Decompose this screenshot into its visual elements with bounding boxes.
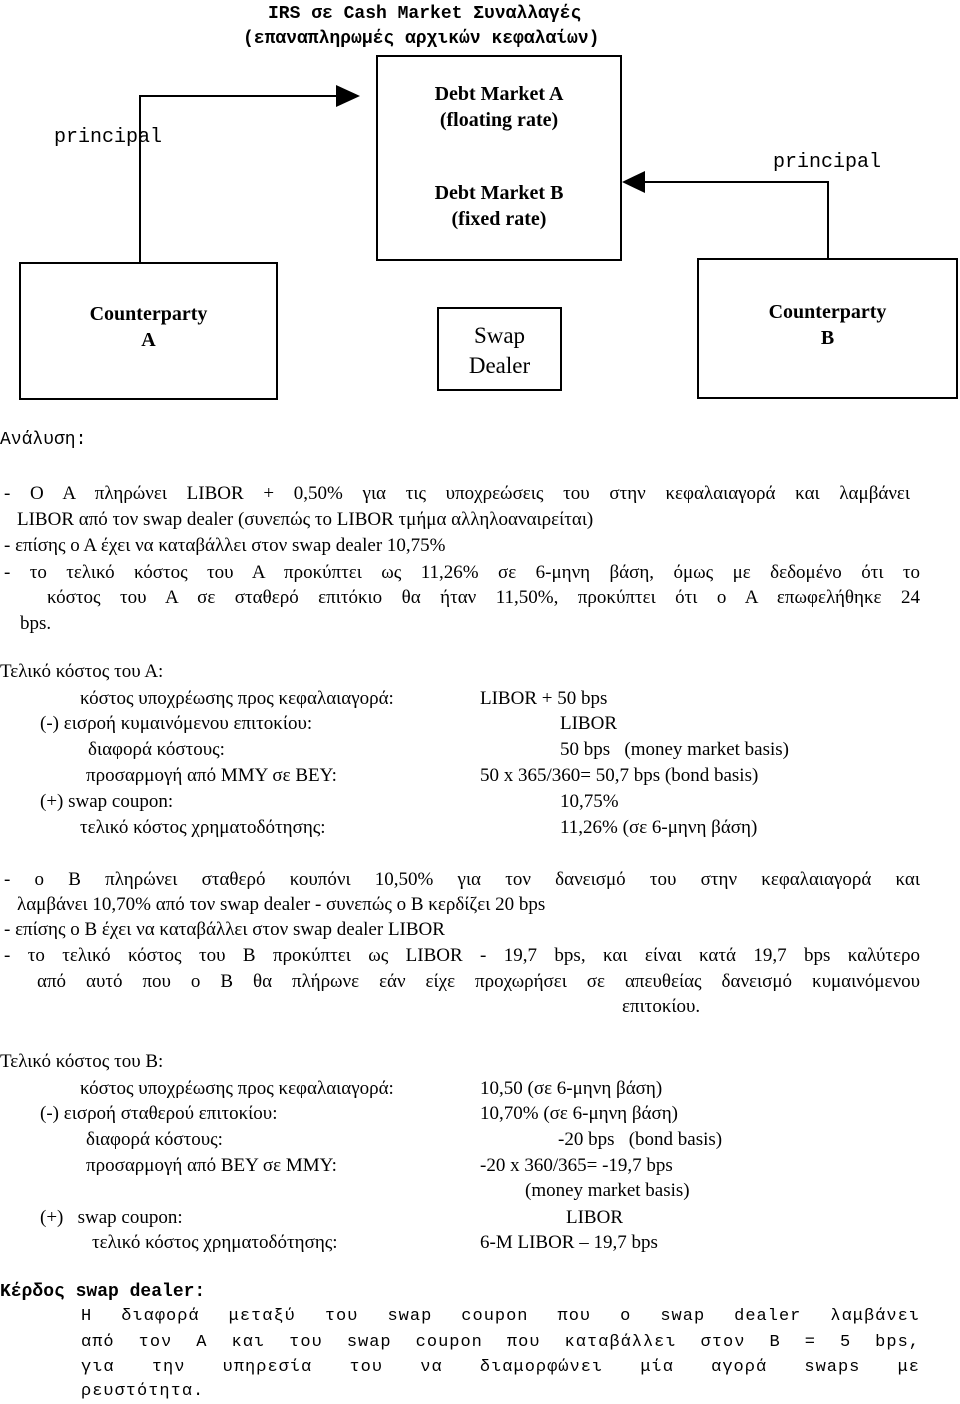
counterparty-b-letter: B — [820, 327, 835, 349]
arrow-left-icon — [622, 171, 645, 193]
cost-a-label-3: διαφορά κόστους: — [88, 739, 225, 760]
analysis-b-line-5: από αυτό που ο Β θα πλήρωνε εάν είχε προχωρήσει σε απευθείας δανεισμό κυμαινόμενου — [37, 971, 920, 992]
cost-b-label-1: κόστος υποχρέωσης προς κεφαλαιαγορά: — [80, 1078, 394, 1099]
debt-market-b-rate: (fixed rate) — [451, 208, 547, 230]
cost-b-value-6: LIBOR — [566, 1207, 623, 1228]
analysis-b-line-3: - επίσης ο Β έχει να καταβάλλει στον swap dealer LIBOR — [4, 919, 445, 940]
analysis-a-line-6: bps. — [20, 613, 52, 634]
principal-b-connector — [645, 182, 828, 260]
counterparty-b-box — [697, 258, 958, 399]
profit-line-4: ρευστότητα. — [81, 1382, 205, 1401]
cost-a-value-2: LIBOR — [560, 713, 617, 734]
cost-b-label-7: τελικό κόστος χρηματοδότησης: — [92, 1232, 338, 1253]
swap-dealer-label-1: Swap — [473, 323, 526, 348]
principal-label-left: principal — [54, 126, 163, 149]
cost-a-label-5: (+) swap coupon: — [40, 791, 174, 812]
cost-a-heading: Τελικό κόστος του Α: — [0, 661, 164, 682]
profit-line-2: από τον Α και του swap coupon που καταβάλλει στον Β = 5 bps, — [81, 1333, 920, 1352]
analysis-a-line-5: κόστος του Α σε σταθερό επιτόκιο θα ήταν 11,50%, προκύπτει ότι ο Α επωφελήθηκε 24 — [47, 587, 920, 608]
analysis-b-line-2: λαμβάνει 10,70% από τον swap dealer - συνεπώς ο Β κερδίζει 20 bps — [17, 894, 546, 915]
cost-a-value-3: 50 bps (money market basis) — [560, 739, 790, 760]
cost-b-value-4: -20 x 360/365= -19,7 bps — [480, 1155, 673, 1176]
cost-b-value-1: 10,50 (σε 6-μηνη βάση) — [480, 1078, 663, 1099]
cost-a-value-5: 10,75% — [560, 791, 619, 812]
cost-a-value-4: 50 x 365/360= 50,7 bps (bond basis) — [480, 765, 759, 786]
cost-a-label-4: προσαρμογή από ΜΜΥ σε ΒΕΥ: — [86, 765, 337, 786]
analysis-a-line-1: - Ο Α πληρώνει LIBOR + 0,50% για τις υποχρεώσεις του στην κεφαλαιαγορά και λαμβάνει — [4, 483, 910, 504]
cost-b-heading: Τελικό κόστος του Β: — [0, 1051, 164, 1072]
profit-line-1: Η διαφορά μεταξύ του swap coupon που ο swap dealer λαμβάνει — [81, 1307, 920, 1326]
arrow-right-icon — [336, 85, 360, 107]
cost-a-value-1: LIBOR + 50 bps — [480, 688, 608, 709]
debt-market-b-label: Debt Market B — [434, 182, 564, 204]
analysis-heading: Ανάλυση: — [0, 430, 87, 450]
profit-line-3: για την υπηρεσία του να διαμορφώνει μία αγορά swaps με — [81, 1358, 920, 1377]
cost-a-label-6: τελικό κόστος χρηματοδότησης: — [80, 817, 326, 838]
cost-a-label-1: κόστος υποχρέωσης προς κεφαλαιαγορά: — [80, 688, 394, 709]
cost-b-label-6: (+) swap coupon: — [40, 1207, 183, 1228]
analysis-a-line-2: LIBOR από τον swap dealer (συνεπώς το LIBOR τμήμα αλληλοαναιρείται) — [17, 509, 594, 530]
analysis-a-line-3: - επίσης ο Α έχει να καταβάλλει στον swap dealer 10,75% — [4, 535, 446, 556]
counterparty-b-label: Counterparty — [768, 301, 887, 323]
counterparty-a-letter: A — [141, 329, 156, 351]
debt-market-box — [376, 55, 622, 261]
cost-b-value-7: 6-M LIBOR – 19,7 bps — [480, 1232, 658, 1253]
analysis-a-line-4: - το τελικό κόστος του Α προκύπτει ως 11,26% σε 6-μηνη βάση, όμως με δεδομένο ότι το — [4, 562, 920, 583]
cost-b-label-3: διαφορά κόστους: — [86, 1129, 223, 1150]
counterparty-a-box — [19, 262, 278, 400]
cost-b-label-2: (-) εισροή σταθερού επιτοκίου: — [40, 1103, 278, 1124]
cost-a-value-6: 11,26% (σε 6-μηνη βάση) — [560, 817, 758, 838]
analysis-b-line-4: - το τελικό κόστος του Β προκύπτει ως LIBOR - 19,7 bps, και είναι κατά 19,7 bps καλύτερο — [4, 945, 920, 966]
analysis-b-line-1: - ο Β πληρώνει σταθερό κουπόνι 10,50% για τον δανεισμό του στην κεφαλαιαγορά και — [4, 869, 920, 890]
principal-a-connector — [140, 96, 336, 264]
debt-market-a-rate: (floating rate) — [439, 109, 559, 131]
analysis-b-line-6: επιτοκίου. — [622, 996, 701, 1017]
debt-market-a-label: Debt Market A — [434, 83, 564, 105]
swap-dealer-label-2: Dealer — [468, 353, 531, 378]
page-title-line2: (επαναπληρωμές αρχικών κεφαλαίων) — [243, 29, 600, 49]
cost-a-label-2: (-) εισροή κυμαινόμενου επιτοκίου: — [40, 713, 313, 734]
counterparty-a-label: Counterparty — [89, 303, 208, 325]
cost-b-value-3: -20 bps (bond basis) — [558, 1129, 723, 1150]
principal-label-right: principal — [773, 151, 882, 174]
swap-dealer-box — [437, 307, 562, 391]
page-title-line1: IRS σε Cash Market Συναλλαγές — [268, 4, 582, 24]
cost-b-value-5: (money market basis) — [525, 1180, 690, 1201]
profit-heading: Κέρδος swap dealer: — [0, 1282, 206, 1302]
cost-b-label-4: προσαρμογή από ΒΕΥ σε ΜΜΥ: — [86, 1155, 337, 1176]
cost-b-value-2: 10,70% (σε 6-μηνη βάση) — [480, 1103, 678, 1124]
